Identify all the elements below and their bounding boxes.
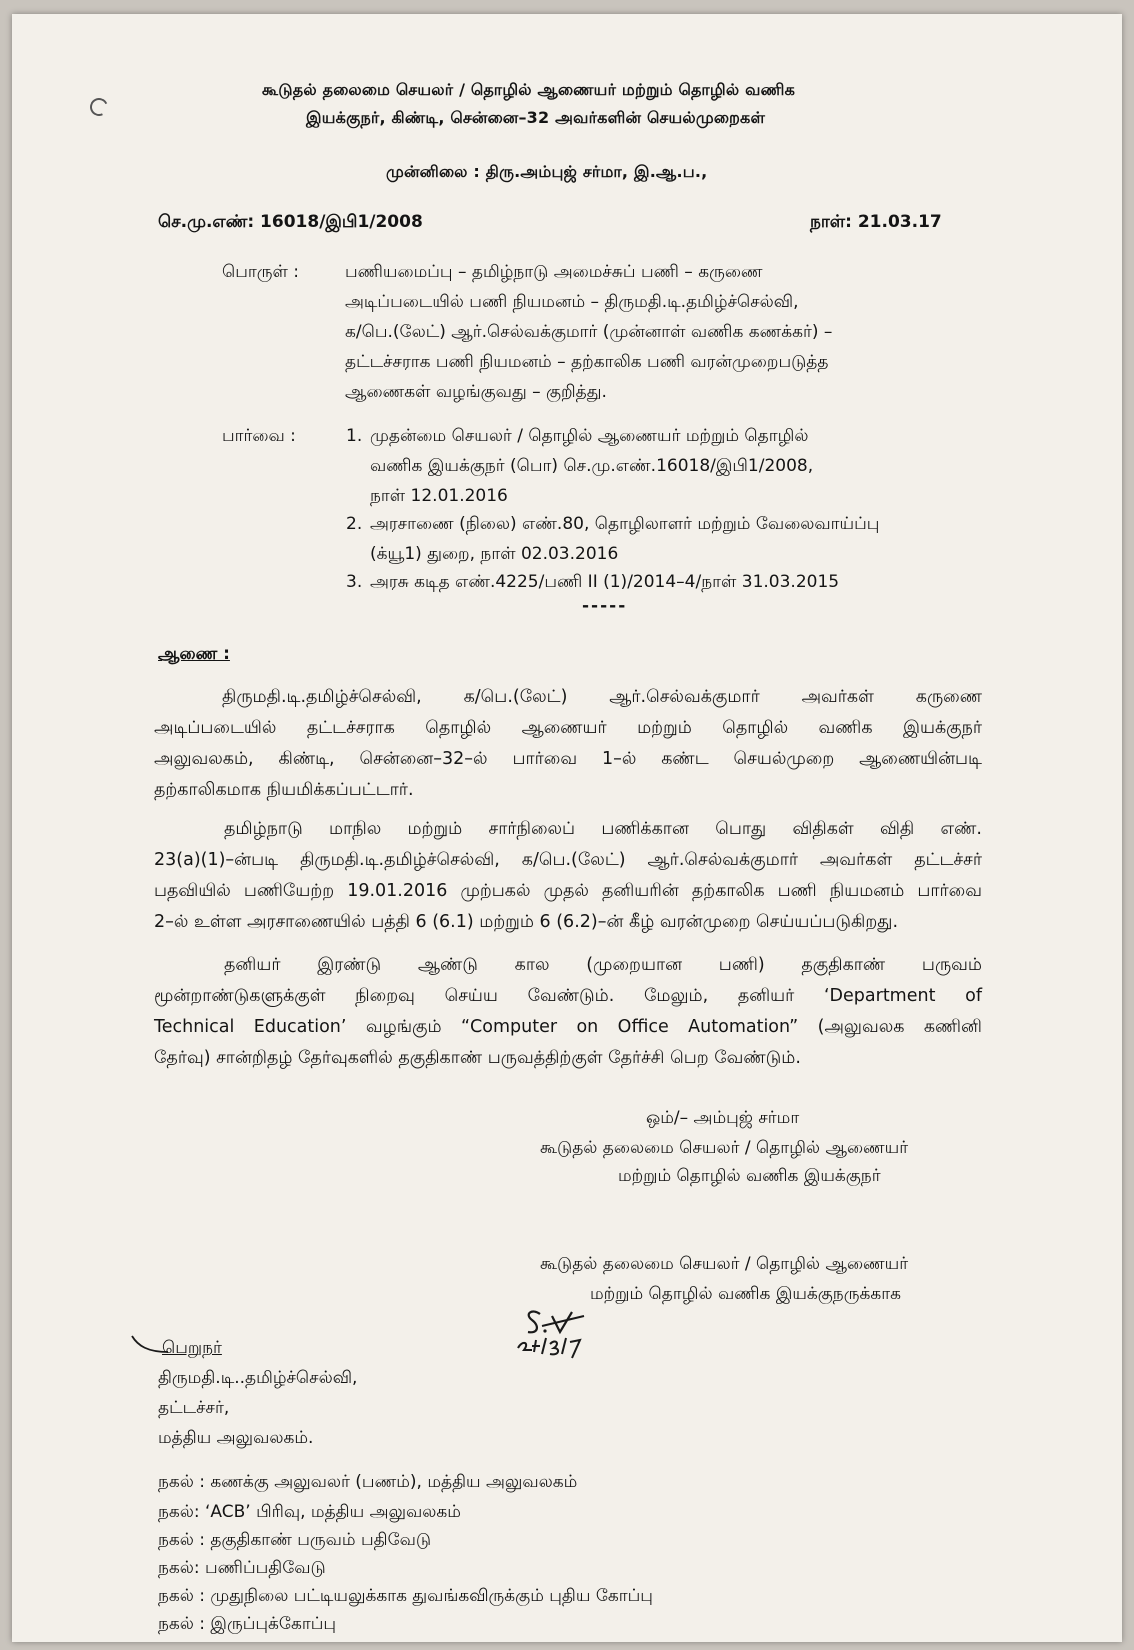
paragraph-line: பதவியில் பணியேற்ற 19.01.2016 முற்பகல் முதல் தனியரின் தற்காலிக பணி நியமனம் பார்வை (154, 881, 982, 901)
copy-to-line: நகல் : கணக்கு அலுவலர் (பணம்), மத்திய அலுவலகம் (158, 1472, 578, 1492)
copy-to-line: நகல் : இருப்புக்கோப்பு (158, 1614, 337, 1634)
recipient-heading: பெறுநர் (162, 1338, 222, 1358)
signatory-designation-2: மற்றும் தொழில் வணிக இயக்குநர் (618, 1166, 881, 1186)
subject-line: பணியமைப்பு – தமிழ்நாடு அமைச்சுப் பணி – கருணை (345, 262, 763, 282)
header-line-1: கூடுதல் தலைமை செயலர் / தொழில் ஆணையர் மற்றும் தொழில் வணிக (262, 80, 796, 99)
reference-item-number: 2. (346, 514, 363, 534)
copy-to-line: நகல்: பணிப்பதிவேடு (158, 1558, 326, 1578)
reference-item-line: முதன்மை செயலர் / தொழில் ஆணையர் மற்றும் தொழில் (370, 426, 809, 446)
reference-item-line: அரசு கடித எண்.4225/பணி II (1)/2014–4/நாள் 31.03.2015 (370, 572, 840, 592)
paragraph-line: அடிப்படையில் தட்டச்சராக தொழில் ஆணையர் மற்றும் தொழில் வணிக இயக்குநர் (154, 718, 982, 738)
paragraph-line: தேர்வு) சான்றிதழ் தேர்வுகளில் தகுதிகாண் பருவத்திற்குள் தேர்ச்சி பெற வேண்டும். (154, 1048, 801, 1068)
paragraph-line: மூன்றாண்டுகளுக்குள் நிறைவு செய்ய வேண்டும். மேலும், தனியர் ‘Department of (154, 986, 982, 1006)
subject-line: தட்டச்சராக பணி நியமனம் – தற்காலிக பணி வரன்முறைபடுத்த (345, 352, 829, 372)
reference-number: செ.மு.எண்: 16018/இபி1/2008 (158, 212, 423, 232)
document-page (12, 14, 1122, 1642)
paragraph-line: 2–ல் உள்ள அரசாணையில் பத்தி 6 (6.1) மற்றும் 6 (6.2)–ன் கீழ் வரன்முறை செய்யப்படுகிறது. (154, 912, 899, 932)
paragraph-line: 23(a)(1)–ன்படி திருமதி.டி.தமிழ்ச்செல்வி, க/பெ.(லேட்) ஆர்.செல்வக்குமார் அவர்கள் தட்டச்சர் (154, 850, 982, 870)
order-heading: ஆணை : (158, 644, 230, 664)
paragraph-line: தற்காலிகமாக நியமிக்கப்பட்டார். (154, 780, 414, 800)
signatory-designation-1: கூடுதல் தலைமை செயலர் / தொழில் ஆணையர் (540, 1138, 909, 1158)
copy-to-line: நகல் : தகுதிகாண் பருவம் பதிவேடு (158, 1530, 432, 1550)
order-date: நாள்: 21.03.17 (810, 212, 942, 232)
order-paragraph-3 (154, 950, 982, 1074)
subject-line: அடிப்படையில் பணி நியமனம் – திருமதி.டி.தமிழ்ச்செல்வி, (345, 292, 799, 312)
paragraph-line: திருமதி.டி.தமிழ்ச்செல்வி, க/பெ.(லேட்) ஆர்.செல்வக்குமார் அவர்கள் கருணை (222, 687, 982, 707)
paragraph-line: தமிழ்நாடு மாநில மற்றும் சார்நிலைப் பணிக்கான பொது விதிகள் விதி எண். (224, 819, 982, 839)
punch-hole-mark (87, 95, 110, 118)
reference-item-line: நாள் 12.01.2016 (370, 486, 508, 506)
reference-item-line: அரசாணை (நிலை) எண்.80, தொழிலாளர் மற்றும் வேலைவாய்ப்பு (370, 514, 880, 534)
reference-label: பார்வை : (222, 426, 296, 446)
signed-name: ஒம்/– அம்புஜ் சர்மா (646, 1108, 800, 1128)
presence-line: முன்னிலை : திரு.அம்புஜ் சர்மா, இ.ஆ.ப., (386, 162, 708, 181)
for-designation-2: மற்றும் தொழில் வணிக இயக்குநருக்காக (590, 1284, 901, 1304)
recipient-line: திருமதி.டி..தமிழ்ச்செல்வி, (158, 1368, 358, 1388)
subject-line: ஆணைகள் வழங்குவது – குறித்து. (345, 382, 607, 402)
reference-item-number: 3. (346, 572, 363, 592)
reference-item-line: வணிக இயக்குநர் (பொ) செ.மு.எண்.16018/இபி1/2008, (370, 456, 814, 476)
for-designation-1: கூடுதல் தலைமை செயலர் / தொழில் ஆணையர் (540, 1254, 909, 1274)
paragraph-line: அலுவலகம், கிண்டி, சென்னை–32–ல் பார்வை 1–ல் கண்ட செயல்முறை ஆணையின்படி (154, 749, 982, 769)
paragraph-line: Technical Education’ வழங்கும் “Computer on Office Automation” (அலுவலக கணினி (154, 1017, 982, 1037)
recipient-line: தட்டச்சர், (158, 1398, 230, 1418)
paragraph-line: தனியர் இரண்டு ஆண்டு கால (முறையான பணி) தகுதிகாண் பருவம் (224, 955, 982, 975)
copy-to-line: நகல்: ‘ACB’ பிரிவு, மத்திய அலுவலகம் (158, 1502, 461, 1522)
reference-item-line: (க்யூ1) துறை, நாள் 02.03.2016 (370, 544, 619, 564)
order-paragraph-2 (154, 814, 982, 938)
reference-item-number: 1. (346, 426, 363, 446)
copy-to-line: நகல் : முதுநிலை பட்டியலுக்காக துவங்கவிருக்கும் புதிய கோப்பு (158, 1586, 653, 1606)
subject-line: க/பெ.(லேட்) ஆர்.செல்வக்குமார் (முன்னாள் வணிக கணக்கர்) – (345, 322, 833, 342)
header-line-2: இயக்குநர், கிண்டி, சென்னை–32 அவர்களின் செயல்முறைகள் (306, 108, 766, 127)
subject-label: பொருள் : (222, 262, 299, 282)
separator-dashes: ----- (582, 596, 628, 616)
recipient-line: மத்திய அலுவலகம். (158, 1428, 314, 1448)
handwritten-initials (512, 1304, 622, 1366)
order-paragraph-1 (154, 682, 982, 806)
